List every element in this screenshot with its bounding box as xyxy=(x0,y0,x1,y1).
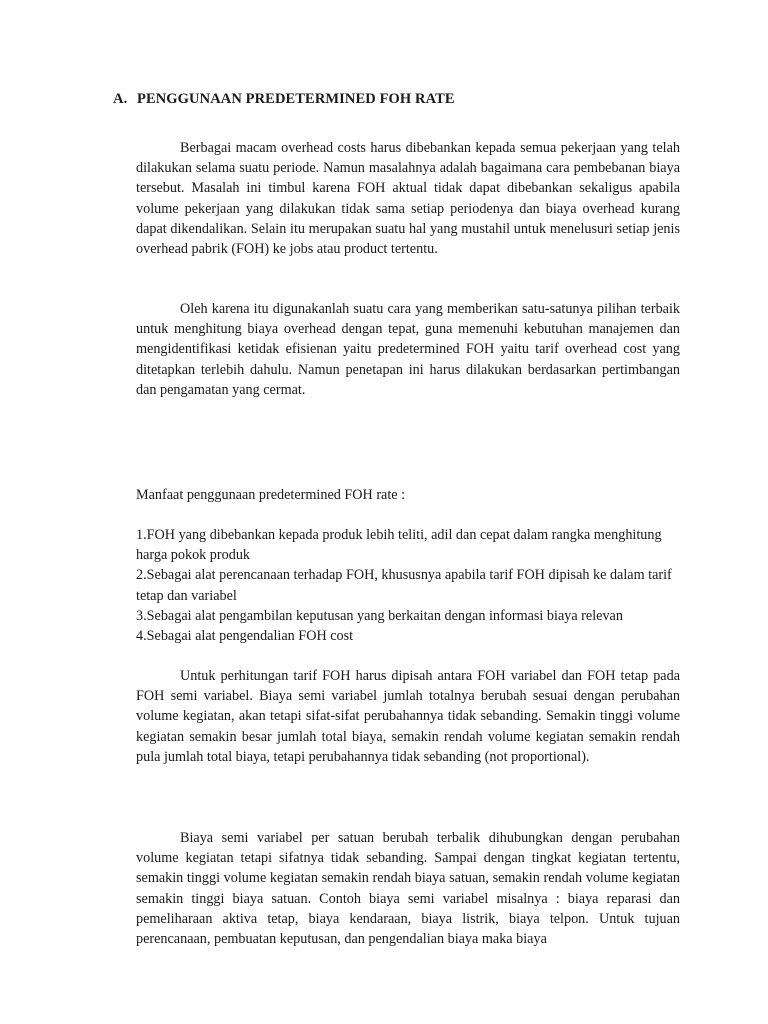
benefit-item-3: 3.Sebagai alat pengambilan keputusan yang berkaitan dengan informasi biaya relevan xyxy=(136,607,623,624)
section-letter: A. xyxy=(113,91,128,107)
paragraph-semi-variable-unit: Biaya semi variabel per satuan berubah terbalik dihubungkan dengan perubahan volume kegiatan tetapi sifatnya tidak sebanding. Sampai dengan tingkat kegiatan tertentu, semakin tinggi volume kegiatan semakin rendah biaya satuan, semakin rendah volume kegiatan semakin tinggi biaya satuan. Contoh biaya semi variabel misalnya : biaya reparasi dan pemeliharaan aktiva tetap, biaya kendaraan, biaya listrik, biaya telpon. Untuk tujuan perencanaan, pembuatan keputusan, dan pengendalian biaya maka biaya xyxy=(136,830,680,948)
paragraph-predetermined-foh: Oleh karena itu digunakanlah suatu cara yang memberikan satu-satunya pilihan terbaik untuk menghitung biaya overhead dengan tepat, guna memenuhi kebutuhan manajemen dan mengidentifikasi ketidak efisienan yaitu predetermined FOH yaitu tarif overhead cost yang ditetapkan terlebih dahulu. Namun penetapan ini harus dilakukan berdasarkan pertimbangan dan pengamatan yang cermat. xyxy=(136,301,680,398)
paragraph-overhead-costs: Berbagai macam overhead costs harus dibebankan kepada semua pekerjaan yang telah dilakukan selama suatu periode. Namun masalahnya adalah bagaimana cara pembebanan biaya tersebut. Masalah ini timbul karena FOH aktual tidak dapat dibebankan sekaligus apabila volume pekerjaan yang dilakukan tidak sama setiap periodenya dan biaya overhead kurang dapat dikendalikan. Selain itu merupakan suatu hal yang mustahil untuk menelusuri setiap jenis overhead pabrik (FOH) ke jobs atau product tertentu. xyxy=(136,140,680,258)
benefit-item-4: 4.Sebagai alat pengendalian FOH cost xyxy=(136,628,354,645)
benefit-item-2: 2.Sebagai alat perencanaan terhadap FOH, khususnya apabila tarif FOH dipisah ke dalam tarif tetap dan variabel xyxy=(136,567,672,604)
section-heading xyxy=(113,91,455,108)
benefit-item-1: 1.FOH yang dibebankan kepada produk lebih teliti, adil dan cepat dalam rangka menghitung harga pokok produk xyxy=(136,527,662,564)
benefits-list xyxy=(136,525,680,646)
paragraph-semi-variable: Untuk perhitungan tarif FOH harus dipisah antara FOH variabel dan FOH tetap pada FOH semi variabel. Biaya semi variabel jumlah totalnya berubah sesuai dengan perubahan volume kegiatan, akan tetapi sifat-sifat perubahannya tidak sebanding. Semakin tinggi volume kegiatan semakin besar jumlah total biaya, semakin rendah volume kegiatan semakin rendah pula jumlah total biaya, tetapi perubahannya tidak sebanding (not proportional). xyxy=(136,668,680,765)
section-title: PENGGUNAAN PREDETERMINED FOH RATE xyxy=(137,91,455,107)
benefits-title: Manfaat penggunaan predetermined FOH rate : xyxy=(136,487,406,503)
